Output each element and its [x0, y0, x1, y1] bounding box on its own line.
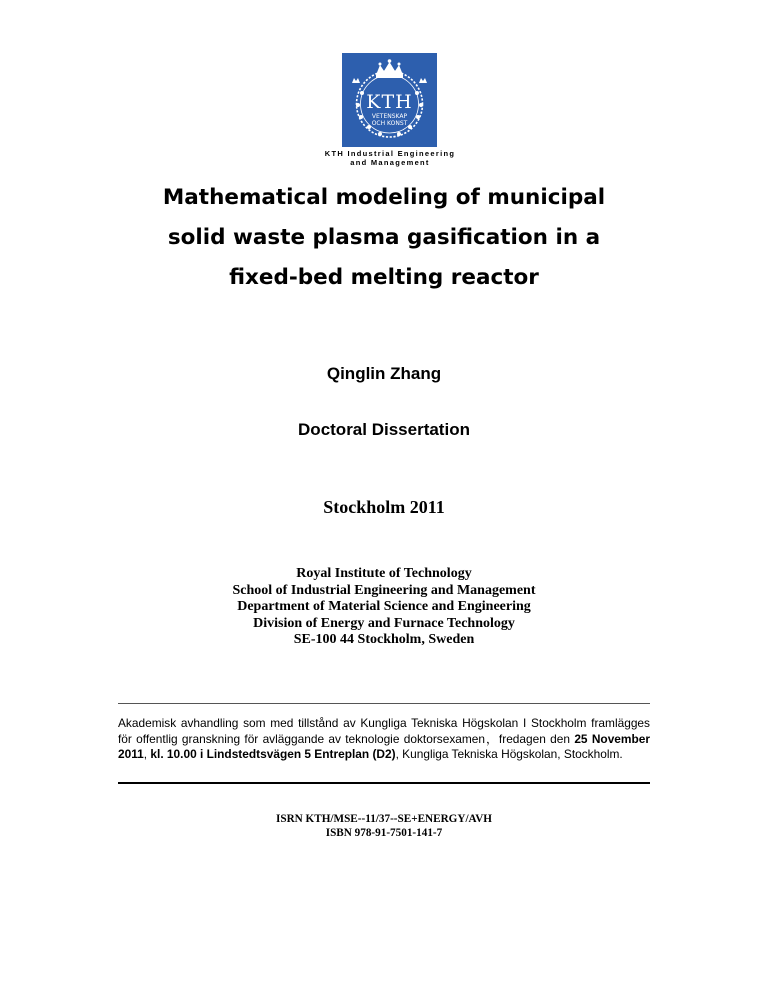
defense-time-location: kl. 10.00 i Lindstedtsvägen 5 Entreplan (D2)	[150, 747, 396, 762]
divider-thin	[118, 703, 650, 704]
author-name: Qinglin Zhang	[326, 364, 442, 383]
title-line3: fixed-bed melting reactor	[229, 265, 539, 290]
affiliation-line: SE-100 44 Stockholm, Sweden	[293, 632, 475, 647]
logo-line1-text: VETENSKAP	[371, 113, 408, 120]
defense-date: 25 November 2011	[118, 731, 650, 762]
affiliation-line: Royal Institute of Technology	[296, 566, 472, 581]
title-line2: solid waste plasma gasification in a	[167, 225, 601, 250]
title-line1: Mathematical modeling of municipal	[162, 185, 606, 210]
kth-logo	[342, 53, 437, 147]
defense-text-part2: , Kungliga Tekniska Högskolan, Stockholm.	[395, 747, 623, 762]
defense-notice	[118, 716, 650, 763]
logo-caption-line1: KTH Industrial Engineering	[324, 149, 456, 158]
logo-kth-text: KTH	[366, 91, 413, 113]
affiliation-line: Department of Material Science and Engineering	[237, 599, 531, 614]
kth-crest-logo-icon	[342, 53, 437, 147]
logo-line2-text: OCH KONST	[371, 120, 408, 127]
place-year: Stockholm 2011	[323, 497, 445, 517]
divider-thick	[118, 782, 650, 784]
affiliation-line: Division of Energy and Furnace Technology	[253, 615, 515, 631]
logo-caption	[300, 149, 480, 167]
dissertation-title	[80, 178, 688, 298]
isbn-number: ISBN 978-91-7501-141-7	[325, 827, 443, 839]
affiliation-line: School of Industrial Engineering and Management	[232, 582, 536, 598]
defense-separator: ,	[143, 747, 151, 762]
affiliations	[0, 566, 768, 649]
isrn-number: ISRN KTH/MSE--11/37--SE+ENERGY/AVH	[276, 813, 492, 825]
degree-type: Doctoral Dissertation	[298, 420, 470, 439]
logo-caption-line2: and Management	[350, 158, 430, 167]
identifiers	[0, 812, 768, 840]
defense-text-part1: Akademisk avhandling som med tillstånd av Kungliga Tekniska Högskolan I Stockholm framlägges för offentlig granskning för avläggande av teknologie doktorsexamen，fredagen den	[118, 716, 650, 746]
